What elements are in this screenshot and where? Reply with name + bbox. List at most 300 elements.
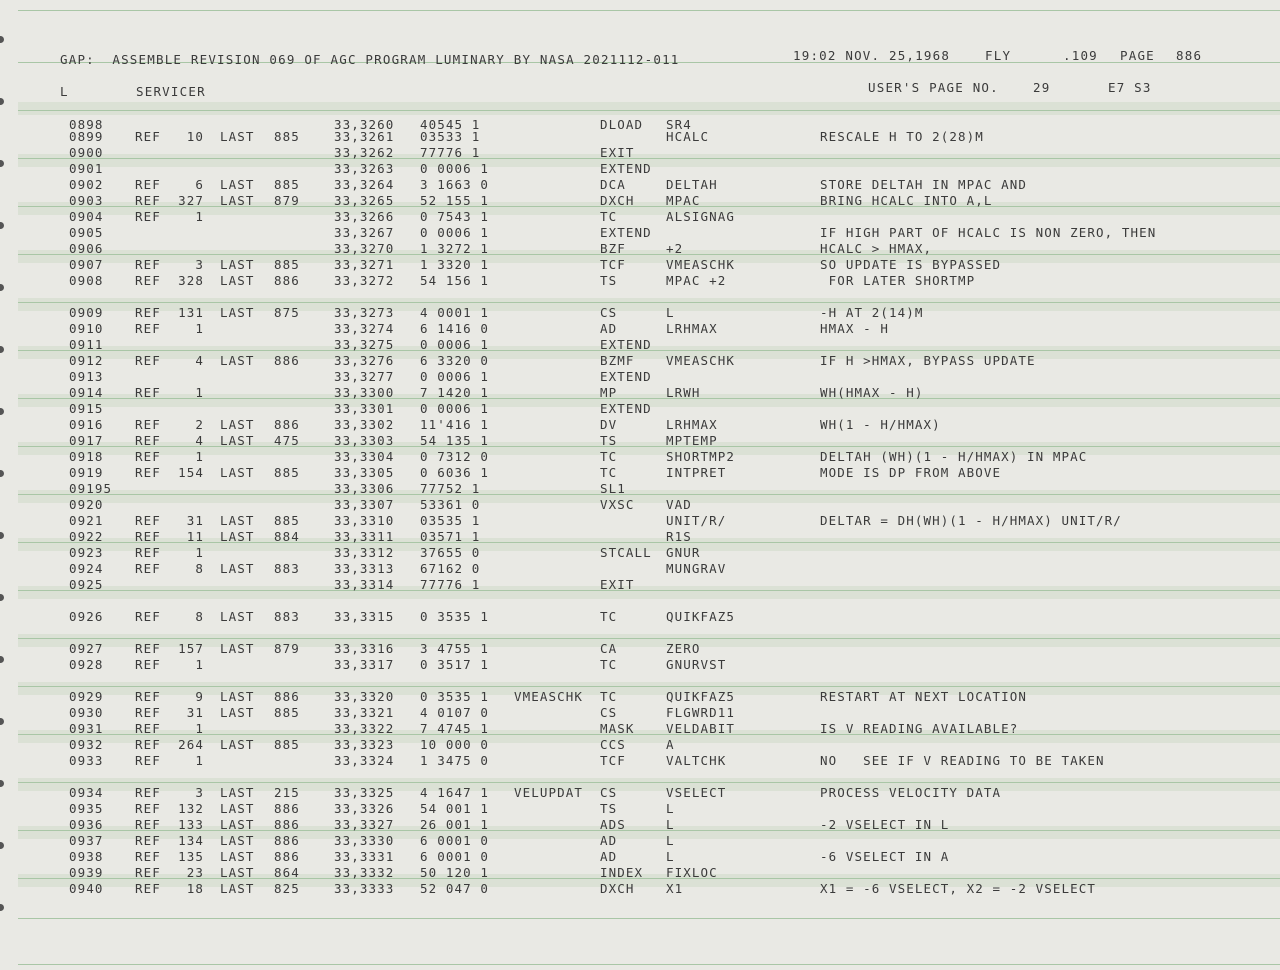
row-ref-label: REF <box>135 833 161 848</box>
row-ref-label: REF <box>135 353 161 368</box>
row-last-label: LAST <box>220 273 255 288</box>
fly-label: FLY <box>985 48 1012 63</box>
row-octal-code: 26 001 1 <box>420 817 490 832</box>
row-ref-count: 131 <box>178 305 204 320</box>
row-opcode: DXCH <box>600 881 635 896</box>
row-comment: NO SEE IF V READING TO BE TAKEN <box>820 753 1105 768</box>
greenbar-band <box>18 250 1280 263</box>
log-section-code: L <box>60 84 69 99</box>
row-comment: RESCALE H TO 2(28)M <box>820 129 984 144</box>
row-ref-label: REF <box>135 817 161 832</box>
row-octal-code: 0 0006 1 <box>420 225 490 240</box>
row-comment: -2 VSELECT IN L <box>820 817 950 832</box>
row-operand: ALSIGNAG <box>666 209 736 224</box>
row-address: 33,3275 <box>334 337 395 352</box>
row-opcode: EXIT <box>600 577 635 592</box>
row-octal-code: 7 1420 1 <box>420 385 490 400</box>
row-last-page: 883 <box>274 609 300 624</box>
row-address: 33,3266 <box>334 209 395 224</box>
row-ref-label: REF <box>135 305 161 320</box>
row-address: 33,3306 <box>334 481 395 496</box>
row-ref-label: REF <box>135 849 161 864</box>
row-ref-count: 1 <box>195 545 204 560</box>
row-last-page: 885 <box>274 513 300 528</box>
row-operand: MPAC <box>666 193 701 208</box>
tractor-hole <box>0 842 4 849</box>
row-octal-code: 0 7312 0 <box>420 449 490 464</box>
row-opcode: TC <box>600 465 618 480</box>
row-last-page: 475 <box>274 433 300 448</box>
row-octal-code: 0 6036 1 <box>420 465 490 480</box>
row-ref-label: REF <box>135 385 161 400</box>
row-ref-count: 1 <box>195 657 204 672</box>
row-operand: ZERO <box>666 641 701 656</box>
row-line-number: 0911 <box>69 337 104 352</box>
row-address: 33,3261 <box>334 129 395 144</box>
row-line-number: 0913 <box>69 369 104 384</box>
row-ref-count: 23 <box>186 865 204 880</box>
row-last-page: 886 <box>274 417 300 432</box>
row-last-page: 886 <box>274 817 300 832</box>
row-ref-label: REF <box>135 561 161 576</box>
row-opcode: EXTEND <box>600 369 652 384</box>
row-line-number: 0924 <box>69 561 104 576</box>
row-ref-label: REF <box>135 609 161 624</box>
row-opcode: VXSC <box>600 497 635 512</box>
row-ref-count: 8 <box>195 561 204 576</box>
row-octal-code: 4 0001 1 <box>420 305 490 320</box>
row-opcode: CS <box>600 785 618 800</box>
row-opcode: MASK <box>600 721 635 736</box>
row-last-label: LAST <box>220 849 255 864</box>
row-operand: LRHMAX <box>666 321 718 336</box>
row-address: 33,3314 <box>334 577 395 592</box>
row-last-page: 864 <box>274 865 300 880</box>
fly-number: .109 <box>1063 48 1098 63</box>
row-line-number: 0905 <box>69 225 104 240</box>
row-line-number: 0932 <box>69 737 104 752</box>
row-address: 33,3302 <box>334 417 395 432</box>
row-line-number: 0902 <box>69 177 104 192</box>
row-line-number: 0930 <box>69 705 104 720</box>
row-comment: HCALC > HMAX, <box>820 241 933 256</box>
row-address: 33,3321 <box>334 705 395 720</box>
row-opcode: TC <box>600 609 618 624</box>
row-address: 33,3301 <box>334 401 395 416</box>
row-last-label: LAST <box>220 689 255 704</box>
row-octal-code: 77776 1 <box>420 577 481 592</box>
row-line-number: 0918 <box>69 449 104 464</box>
row-line-number: 0901 <box>69 161 104 176</box>
row-address: 33,3320 <box>334 689 395 704</box>
row-octal-code: 4 1647 1 <box>420 785 490 800</box>
row-last-label: LAST <box>220 737 255 752</box>
row-last-page: 215 <box>274 785 300 800</box>
row-octal-code: 0 0006 1 <box>420 401 490 416</box>
row-ref-label: REF <box>135 721 161 736</box>
row-opcode: TCF <box>600 753 626 768</box>
row-comment: PROCESS VELOCITY DATA <box>820 785 1002 800</box>
row-line-number: 0920 <box>69 497 104 512</box>
row-address: 33,3276 <box>334 353 395 368</box>
row-operand: INTPRET <box>666 465 727 480</box>
row-address: 33,3265 <box>334 193 395 208</box>
row-ref-count: 6 <box>195 177 204 192</box>
greenbar-line <box>18 302 1280 303</box>
greenbar-band <box>18 730 1280 743</box>
row-last-label: LAST <box>220 177 255 192</box>
row-ref-label: REF <box>135 705 161 720</box>
row-ref-count: 328 <box>178 273 204 288</box>
row-line-number: 0909 <box>69 305 104 320</box>
row-address: 33,3333 <box>334 881 395 896</box>
row-line-number: 0940 <box>69 881 104 896</box>
page-number: 886 <box>1176 48 1203 63</box>
page-label: PAGE <box>1120 48 1155 63</box>
row-last-label: LAST <box>220 801 255 816</box>
greenbar-band <box>18 102 1280 115</box>
row-ref-label: REF <box>135 881 161 896</box>
row-octal-code: 54 135 1 <box>420 433 490 448</box>
row-line-number: 0914 <box>69 385 104 400</box>
row-ref-label: REF <box>135 177 161 192</box>
row-operand: LRWH <box>666 385 701 400</box>
tractor-hole <box>0 222 4 229</box>
row-opcode: CA <box>600 641 618 656</box>
row-opcode: DCA <box>600 177 626 192</box>
row-ref-label: REF <box>135 641 161 656</box>
row-octal-code: 1 3272 1 <box>420 241 490 256</box>
row-ref-count: 31 <box>186 513 204 528</box>
greenbar-line <box>18 254 1280 255</box>
row-symbol-label: VMEASCHK <box>514 689 584 704</box>
row-ref-label: REF <box>135 209 161 224</box>
row-ref-count: 1 <box>195 385 204 400</box>
row-address: 33,3330 <box>334 833 395 848</box>
row-last-label: LAST <box>220 881 255 896</box>
row-octal-code: 03535 1 <box>420 513 481 528</box>
row-address: 33,3307 <box>334 497 395 512</box>
row-address: 33,3310 <box>334 513 395 528</box>
row-ref-count: 3 <box>195 257 204 272</box>
greenbar-line <box>18 782 1280 783</box>
row-opcode: BZF <box>600 241 626 256</box>
row-comment: DELTAH (WH)(1 - H/HMAX) IN MPAC <box>820 449 1088 464</box>
row-ref-count: 135 <box>178 849 204 864</box>
row-ref-count: 4 <box>195 433 204 448</box>
row-operand: FLGWRD11 <box>666 705 736 720</box>
row-symbol-label: VELUPDAT <box>514 785 584 800</box>
tractor-hole <box>0 284 4 291</box>
row-last-label: LAST <box>220 641 255 656</box>
row-operand: FIXLOC <box>666 865 718 880</box>
row-comment: IF H >HMAX, BYPASS UPDATE <box>820 353 1036 368</box>
row-opcode: AD <box>600 321 618 336</box>
row-opcode: TC <box>600 449 618 464</box>
row-octal-code: 3 1663 0 <box>420 177 490 192</box>
row-opcode: TC <box>600 209 618 224</box>
row-last-page: 885 <box>274 129 300 144</box>
tractor-hole <box>0 532 4 539</box>
greenbar-line <box>18 206 1280 207</box>
row-comment: SO UPDATE IS BYPASSED <box>820 257 1002 272</box>
row-operand: GNUR <box>666 545 701 560</box>
greenbar-line <box>18 494 1280 495</box>
greenbar-line <box>18 10 1280 11</box>
greenbar-band <box>18 586 1280 599</box>
row-address: 33,3273 <box>334 305 395 320</box>
row-last-page: 885 <box>274 737 300 752</box>
row-comment: FOR LATER SHORTMP <box>820 273 976 288</box>
row-operand: VELDABIT <box>666 721 736 736</box>
row-line-number: 0923 <box>69 545 104 560</box>
row-ref-count: 1 <box>195 721 204 736</box>
greenbar-line <box>18 918 1280 919</box>
greenbar-band <box>18 442 1280 455</box>
row-ref-label: REF <box>135 801 161 816</box>
row-operand: VMEASCHK <box>666 257 736 272</box>
row-opcode: AD <box>600 833 618 848</box>
row-line-number: 0926 <box>69 609 104 624</box>
row-octal-code: 0 3535 1 <box>420 689 490 704</box>
row-operand: DELTAH <box>666 177 718 192</box>
tractor-hole <box>0 594 4 601</box>
greenbar-band <box>18 826 1280 839</box>
row-address: 33,3322 <box>334 721 395 736</box>
row-last-label: LAST <box>220 417 255 432</box>
row-comment: IS V READING AVAILABLE? <box>820 721 1019 736</box>
row-line-number: 0921 <box>69 513 104 528</box>
row-line-number: 0912 <box>69 353 104 368</box>
greenbar-line <box>18 686 1280 687</box>
row-last-label: LAST <box>220 129 255 144</box>
row-address: 33,3272 <box>334 273 395 288</box>
row-comment: HMAX - H <box>820 321 890 336</box>
row-address: 33,3262 <box>334 145 395 160</box>
row-opcode: TC <box>600 657 618 672</box>
row-octal-code: 50 120 1 <box>420 865 490 880</box>
row-ref-count: 18 <box>186 881 204 896</box>
row-line-number: 0903 <box>69 193 104 208</box>
tractor-hole <box>0 718 4 725</box>
row-octal-code: 0 0006 1 <box>420 369 490 384</box>
row-octal-code: 0 0006 1 <box>420 337 490 352</box>
row-ref-count: 134 <box>178 833 204 848</box>
row-comment: DELTAR = DH(WH)(1 - H/HMAX) UNIT/R/ <box>820 513 1122 528</box>
greenbar-line <box>18 878 1280 879</box>
row-last-page: 886 <box>274 849 300 864</box>
row-operand: X1 <box>666 881 684 896</box>
row-line-number: 09195 <box>69 481 113 496</box>
row-opcode: AD <box>600 849 618 864</box>
row-operand: MPTEMP <box>666 433 718 448</box>
row-octal-code: 03533 1 <box>420 129 481 144</box>
row-address: 33,3274 <box>334 321 395 336</box>
row-ref-label: REF <box>135 257 161 272</box>
row-comment: -H AT 2(14)M <box>820 305 924 320</box>
row-line-number: 0935 <box>69 801 104 816</box>
row-line-number: 0931 <box>69 721 104 736</box>
greenbar-band <box>18 682 1280 695</box>
row-last-label: LAST <box>220 513 255 528</box>
row-operand: SR4 <box>666 117 692 132</box>
row-line-number: 0938 <box>69 849 104 864</box>
row-ref-label: REF <box>135 433 161 448</box>
row-ref-count: 3 <box>195 785 204 800</box>
row-octal-code: 0 7543 1 <box>420 209 490 224</box>
row-address: 33,3304 <box>334 449 395 464</box>
row-operand: VMEASCHK <box>666 353 736 368</box>
row-opcode: STCALL <box>600 545 652 560</box>
row-comment: RESTART AT NEXT LOCATION <box>820 689 1028 704</box>
row-operand: QUIKFAZ5 <box>666 689 736 704</box>
row-octal-code: 52 155 1 <box>420 193 490 208</box>
row-ref-label: REF <box>135 465 161 480</box>
row-octal-code: 54 001 1 <box>420 801 490 816</box>
row-ref-label: REF <box>135 545 161 560</box>
row-octal-code: 11'416 1 <box>420 417 490 432</box>
row-line-number: 0906 <box>69 241 104 256</box>
row-operand: UNIT/R/ <box>666 513 727 528</box>
row-last-page: 879 <box>274 641 300 656</box>
row-last-label: LAST <box>220 257 255 272</box>
row-address: 33,3325 <box>334 785 395 800</box>
row-comment: STORE DELTAH IN MPAC AND <box>820 177 1028 192</box>
row-line-number: 0917 <box>69 433 104 448</box>
row-opcode: DXCH <box>600 193 635 208</box>
row-octal-code: 53361 0 <box>420 497 481 512</box>
row-ref-count: 1 <box>195 209 204 224</box>
row-ref-count: 1 <box>195 449 204 464</box>
row-ref-label: REF <box>135 737 161 752</box>
row-line-number: 0925 <box>69 577 104 592</box>
tractor-hole <box>0 346 4 353</box>
row-ref-count: 11 <box>186 529 204 544</box>
row-address: 33,3326 <box>334 801 395 816</box>
row-last-label: LAST <box>220 609 255 624</box>
row-address: 33,3331 <box>334 849 395 864</box>
row-octal-code: 6 0001 0 <box>420 849 490 864</box>
row-octal-code: 67162 0 <box>420 561 481 576</box>
row-last-label: LAST <box>220 465 255 480</box>
row-line-number: 0904 <box>69 209 104 224</box>
row-operand: L <box>666 817 675 832</box>
row-last-page: 884 <box>274 529 300 544</box>
row-last-page: 886 <box>274 353 300 368</box>
row-address: 33,3324 <box>334 753 395 768</box>
row-last-page: 886 <box>274 801 300 816</box>
row-opcode: CCS <box>600 737 626 752</box>
row-last-label: LAST <box>220 353 255 368</box>
row-ref-label: REF <box>135 785 161 800</box>
row-operand: L <box>666 849 675 864</box>
row-opcode: SL1 <box>600 481 626 496</box>
row-last-page: 875 <box>274 305 300 320</box>
row-operand: MUNGRAV <box>666 561 727 576</box>
row-address: 33,3277 <box>334 369 395 384</box>
row-octal-code: 77776 1 <box>420 145 481 160</box>
row-octal-code: 10 000 0 <box>420 737 490 752</box>
row-operand: VALTCHK <box>666 753 727 768</box>
row-line-number: 0915 <box>69 401 104 416</box>
row-octal-code: 03571 1 <box>420 529 481 544</box>
row-line-number: 0937 <box>69 833 104 848</box>
row-ref-label: REF <box>135 657 161 672</box>
row-operand: R1S <box>666 529 692 544</box>
row-operand: MPAC +2 <box>666 273 727 288</box>
row-address: 33,3316 <box>334 641 395 656</box>
greenbar-line <box>18 734 1280 735</box>
row-operand: +2 <box>666 241 684 256</box>
row-address: 33,3311 <box>334 529 395 544</box>
row-octal-code: 3 4755 1 <box>420 641 490 656</box>
row-octal-code: 6 0001 0 <box>420 833 490 848</box>
row-opcode: TS <box>600 273 618 288</box>
greenbar-line <box>18 398 1280 399</box>
row-address: 33,3260 <box>334 117 395 132</box>
row-ref-label: REF <box>135 449 161 464</box>
row-ref-label: REF <box>135 417 161 432</box>
greenbar-line <box>18 542 1280 543</box>
row-ref-count: 1 <box>195 321 204 336</box>
row-comment: WH(1 - H/HMAX) <box>820 417 941 432</box>
row-last-label: LAST <box>220 817 255 832</box>
row-ref-label: REF <box>135 529 161 544</box>
row-comment: X1 = -6 VSELECT, X2 = -2 VSELECT <box>820 881 1097 896</box>
row-ref-count: 327 <box>178 193 204 208</box>
greenbar-line <box>18 590 1280 591</box>
row-opcode: DV <box>600 417 618 432</box>
row-line-number: 0907 <box>69 257 104 272</box>
row-octal-code: 1 3320 1 <box>420 257 490 272</box>
row-address: 33,3327 <box>334 817 395 832</box>
print-timestamp: 19:02 NOV. 25,1968 <box>793 48 951 63</box>
row-operand: HCALC <box>666 129 710 144</box>
row-line-number: 0936 <box>69 817 104 832</box>
row-comment: BRING HCALC INTO A,L <box>820 193 993 208</box>
row-address: 33,3315 <box>334 609 395 624</box>
row-ref-count: 4 <box>195 353 204 368</box>
greenbar-line <box>18 638 1280 639</box>
row-ref-count: 132 <box>178 801 204 816</box>
row-octal-code: 37655 0 <box>420 545 481 560</box>
row-comment: MODE IS DP FROM ABOVE <box>820 465 1002 480</box>
row-address: 33,3317 <box>334 657 395 672</box>
row-opcode: EXTEND <box>600 337 652 352</box>
row-last-page: 885 <box>274 465 300 480</box>
row-line-number: 0899 <box>69 129 104 144</box>
row-last-label: LAST <box>220 833 255 848</box>
row-line-number: 0910 <box>69 321 104 336</box>
row-line-number: 0927 <box>69 641 104 656</box>
row-address: 33,3300 <box>334 385 395 400</box>
row-ref-count: 9 <box>195 689 204 704</box>
row-octal-code: 1 3475 0 <box>420 753 490 768</box>
row-opcode: BZMF <box>600 353 635 368</box>
tractor-hole <box>0 656 4 663</box>
row-ref-label: REF <box>135 193 161 208</box>
row-ref-count: 2 <box>195 417 204 432</box>
users-page-label: USER'S PAGE NO. <box>868 80 999 95</box>
row-address: 33,3312 <box>334 545 395 560</box>
row-last-page: 883 <box>274 561 300 576</box>
row-opcode: INDEX <box>600 865 644 880</box>
row-ref-count: 8 <box>195 609 204 624</box>
row-octal-code: 40545 1 <box>420 117 481 132</box>
row-last-page: 885 <box>274 705 300 720</box>
greenbar-band <box>18 490 1280 503</box>
row-line-number: 0922 <box>69 529 104 544</box>
